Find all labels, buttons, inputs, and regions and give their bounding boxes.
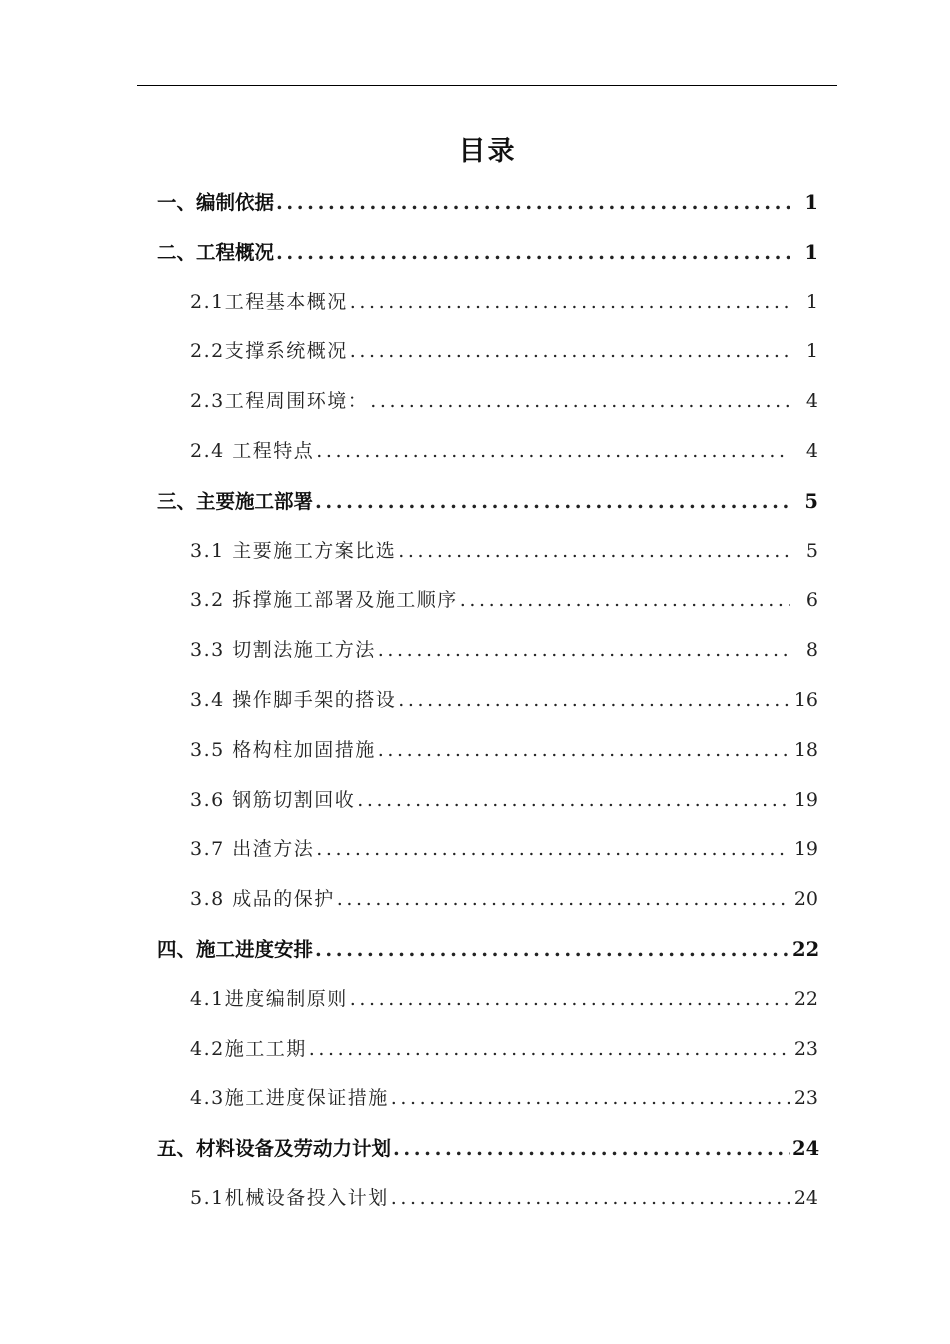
toc-leader [316,427,790,477]
toc-entry[interactable] [0,427,950,477]
toc-leader [350,327,790,377]
toc-entry-page: 23 [793,1037,818,1060]
toc-entry-label: 2.4 工程特点 [190,439,315,462]
toc-leader [391,1074,790,1124]
toc-leader [337,875,790,925]
toc-entry-page: 1 [805,340,818,363]
toc-entry[interactable] [0,626,950,676]
toc-leader [460,576,790,626]
toc-entry-page: 6 [805,589,818,612]
toc-entry-page: 20 [793,888,818,911]
toc-entry[interactable] [0,1025,950,1075]
toc-entry-label: 4.3施工进度保证措施 [190,1087,389,1110]
toc-entry-page: 24 [792,1137,820,1161]
toc-entry-label: 三、主要施工部署 [157,489,314,513]
toc-entry-label: 4.1进度编制原则 [190,987,348,1010]
toc-entry-label: 3.7 出渣方法 [190,838,315,861]
toc-entry-page: 4 [805,439,818,462]
toc-entry[interactable] [0,776,950,826]
toc-leader [393,1124,790,1174]
toc-entry[interactable] [0,527,950,577]
toc-entry-label: 2.3工程周围环境： [190,390,369,413]
toc-entry-page: 1 [805,290,818,313]
toc-entry[interactable] [0,825,950,875]
toc-leader [350,975,790,1025]
toc-entry-label: 5.1机械设备投入计划 [190,1186,389,1209]
toc-leader [309,1025,790,1075]
toc-entry-label: 二、工程概况 [157,240,275,264]
toc-title: 目录 [458,136,517,167]
toc-entry[interactable] [0,327,950,377]
toc-entry[interactable] [0,875,950,925]
toc-entry[interactable] [0,726,950,776]
toc-entry-page: 16 [793,688,818,711]
toc-entry[interactable] [0,178,950,228]
toc-entry-label: 3.8 成品的保护 [190,888,335,911]
toc-entry[interactable] [0,278,950,328]
toc-entry-label: 3.5 格构柱加固措施 [190,738,376,761]
toc-leader [350,278,790,328]
header-rule [137,85,837,86]
toc-entry-label: 3.3 切割法施工方法 [190,639,376,662]
toc-leader [276,178,790,228]
toc-leader [391,1174,790,1224]
toc-entry-page: 5 [805,539,818,562]
toc-entry-page: 23 [793,1087,818,1110]
toc-leader [316,825,790,875]
toc-entry[interactable] [0,1124,950,1174]
toc-entry-label: 五、材料设备及劳动力计划 [157,1137,392,1161]
toc-entry-page: 5 [804,489,818,513]
toc-entry[interactable] [0,477,950,527]
toc-leader [378,626,790,676]
toc-entry-page: 19 [793,788,818,811]
toc-entry-label: 2.2支撑系统概况 [190,340,348,363]
toc-entry-page: 1 [804,240,818,264]
toc-entry-label: 四、施工进度安排 [157,937,314,961]
toc-entry[interactable] [0,925,950,975]
toc-entry[interactable] [0,576,950,626]
toc-leader [315,477,790,527]
toc-leader [315,925,790,975]
toc-entry[interactable] [0,1174,950,1224]
toc-entry-page: 24 [793,1186,818,1209]
toc-entry-page: 8 [805,639,818,662]
toc-entry[interactable] [0,1074,950,1124]
toc-entry-label: 3.1 主要施工方案比选 [190,539,397,562]
toc-entry[interactable] [0,676,950,726]
toc-leader [370,377,790,427]
toc-entry-label: 一、编制依据 [157,191,275,214]
toc-leader [357,776,790,826]
toc-entry-label: 3.6 钢筋切割回收 [190,788,356,811]
toc-entry-page: 19 [793,838,818,861]
toc-leader [378,726,790,776]
toc-entry[interactable] [0,975,950,1025]
toc-entry[interactable] [0,228,950,278]
toc-entry-page: 22 [793,987,818,1010]
toc-entry-page: 22 [792,937,820,961]
toc-entry[interactable] [0,377,950,427]
toc-entry-label: 4.2施工工期 [190,1037,307,1060]
toc-entry-label: 2.1工程基本概况 [190,290,348,313]
toc-entry-label: 3.4 操作脚手架的搭设 [190,688,397,711]
toc-leader [276,228,790,278]
toc-entry-page: 4 [805,390,818,413]
toc-entry-page: 18 [793,738,818,761]
toc-leader [398,527,790,577]
toc-entry-page: 1 [804,191,818,214]
toc-list [0,178,950,1224]
toc-entry-label: 3.2 拆撑施工部署及施工顺序 [190,589,458,612]
toc-leader [398,676,790,726]
